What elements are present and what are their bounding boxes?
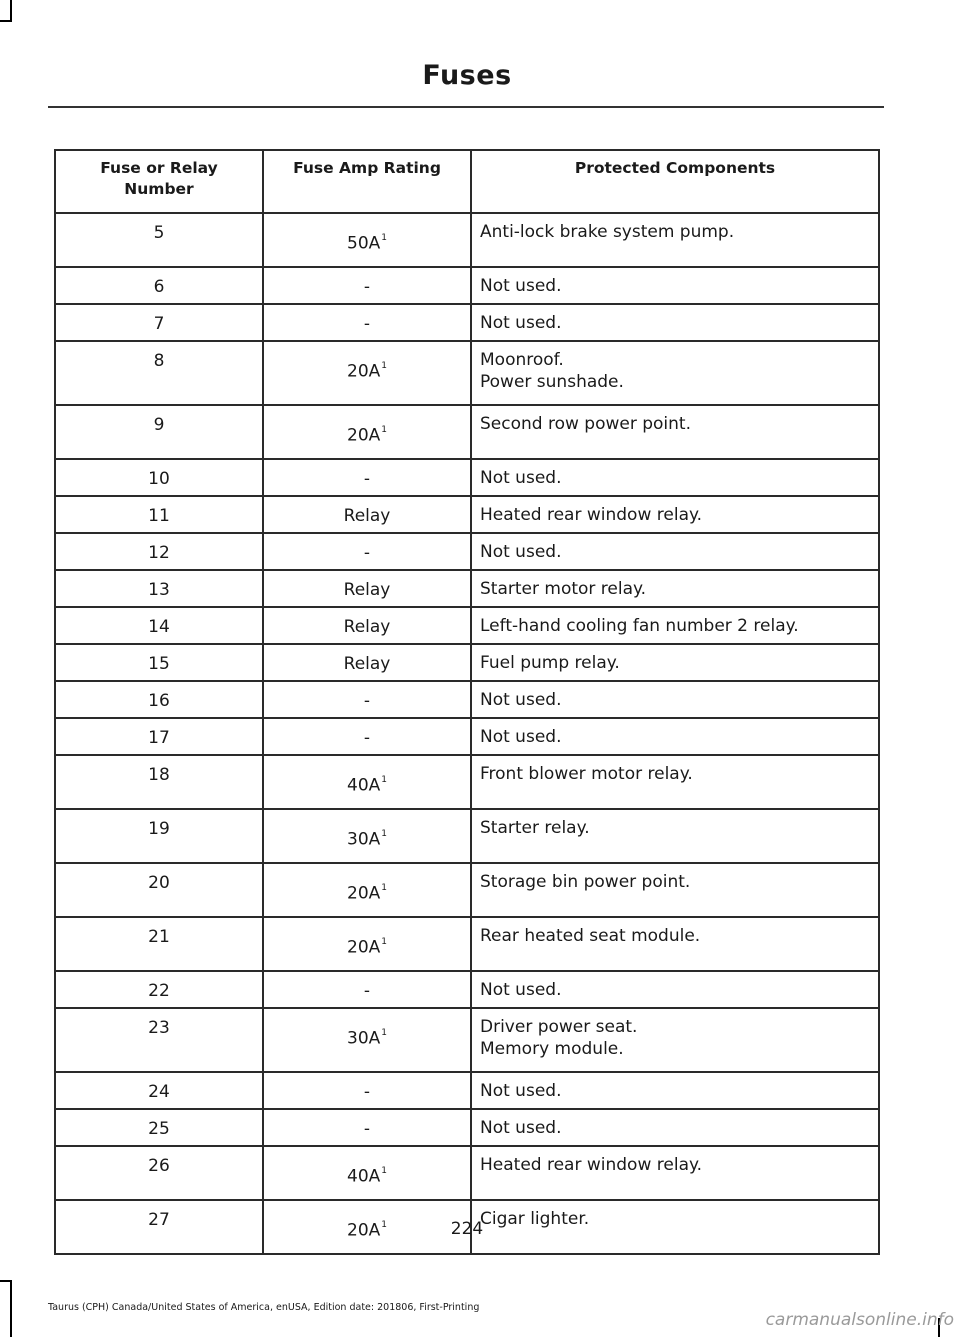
amp-rating-value: 20A [347, 883, 381, 904]
fuse-table [54, 149, 880, 1255]
amp-rating-cell [263, 755, 471, 809]
table-row [55, 1072, 879, 1109]
fuse-number-cell: 25 [55, 1109, 263, 1146]
table-header-row [55, 150, 879, 213]
amp-rating-cell [263, 1008, 471, 1072]
protected-components-cell [471, 213, 879, 267]
component-line: Left-hand cooling fan number 2 relay. [480, 616, 799, 636]
amp-rating-cell [263, 809, 471, 863]
fuse-number-cell: 20 [55, 863, 263, 917]
component-line: Moonroof. [480, 350, 564, 370]
component-line: Not used. [480, 1118, 562, 1138]
footnote-marker: 1 [381, 233, 387, 243]
table-row [55, 644, 879, 681]
amp-rating-value: Relay [343, 617, 391, 637]
table-row [55, 1109, 879, 1146]
amp-rating-value: - [363, 469, 371, 489]
fuse-number-cell: 8 [55, 341, 263, 405]
footnote-marker: 1 [381, 883, 387, 893]
amp-rating-cell [263, 533, 471, 570]
component-line: Fuel pump relay. [480, 653, 620, 673]
table-row [55, 755, 879, 809]
protected-components-cell [471, 863, 879, 917]
component-line: Not used. [480, 276, 562, 296]
table-row [55, 718, 879, 755]
amp-rating-cell [263, 267, 471, 304]
table-row [55, 971, 879, 1008]
footnote-marker: 1 [381, 1220, 387, 1230]
footnote-marker: 1 [381, 775, 387, 785]
fuse-number-cell: 12 [55, 533, 263, 570]
table-row [55, 681, 879, 718]
amp-rating-value: 30A [347, 829, 381, 850]
component-line: Storage bin power point. [480, 872, 691, 892]
protected-components-cell [471, 681, 879, 718]
amp-rating-value: - [363, 1119, 371, 1139]
column-header-components: Protected Components [471, 150, 879, 213]
protected-components-cell [471, 341, 879, 405]
fuse-number-cell: 26 [55, 1146, 263, 1200]
component-line: Driver power seat. [480, 1017, 638, 1037]
protected-components-cell [471, 405, 879, 459]
amp-rating-value: Relay [343, 580, 391, 600]
protected-components-cell [471, 570, 879, 607]
protected-components-cell [471, 644, 879, 681]
fuse-number-cell: 22 [55, 971, 263, 1008]
amp-rating-cell [263, 496, 471, 533]
table-row [55, 405, 879, 459]
fuse-number-cell: 13 [55, 570, 263, 607]
table-row [55, 533, 879, 570]
amp-rating-value: Relay [343, 654, 391, 674]
amp-rating-cell [263, 681, 471, 718]
amp-rating-cell [263, 304, 471, 341]
amp-rating-value: 50A [347, 233, 381, 254]
fuse-number-cell: 6 [55, 267, 263, 304]
amp-rating-value: 40A [347, 1166, 381, 1187]
amp-rating-value: Relay [343, 506, 391, 526]
table-row [55, 863, 879, 917]
fuse-number-cell: 24 [55, 1072, 263, 1109]
page-number: 224 [450, 1219, 484, 1239]
protected-components-cell [471, 718, 879, 755]
protected-components-cell [471, 917, 879, 971]
fuse-number-cell: 5 [55, 213, 263, 267]
crop-mark [10, 0, 12, 22]
header-rule [48, 106, 884, 108]
table-row [55, 1146, 879, 1200]
table-row [55, 459, 879, 496]
component-line: Not used. [480, 980, 562, 1000]
table-row [55, 809, 879, 863]
protected-components-cell [471, 267, 879, 304]
protected-components-cell [471, 607, 879, 644]
amp-rating-cell [263, 459, 471, 496]
amp-rating-cell [263, 405, 471, 459]
watermark: carmanualsonline.info [765, 1310, 954, 1330]
fuse-number-cell: 10 [55, 459, 263, 496]
crop-mark [0, 1280, 12, 1282]
component-line: Not used. [480, 727, 562, 747]
amp-rating-cell [263, 917, 471, 971]
amp-rating-value: - [363, 691, 371, 711]
amp-rating-value: 40A [347, 775, 381, 796]
amp-rating-cell [263, 863, 471, 917]
component-line: Starter relay. [480, 818, 590, 838]
component-line: Not used. [480, 690, 562, 710]
protected-components-cell [471, 1072, 879, 1109]
component-line: Heated rear window relay. [480, 1155, 703, 1175]
table-row [55, 496, 879, 533]
footnote-marker: 1 [381, 829, 387, 839]
footnote-marker: 1 [381, 937, 387, 947]
amp-rating-value: 20A [347, 1220, 381, 1241]
fuse-number-cell: 7 [55, 304, 263, 341]
page-title: Fuses [422, 60, 512, 91]
footnote-marker: 1 [381, 361, 387, 371]
protected-components-cell [471, 1109, 879, 1146]
amp-rating-value: - [363, 728, 371, 748]
fuse-number-cell: 23 [55, 1008, 263, 1072]
table-row [55, 341, 879, 405]
protected-components-cell [471, 304, 879, 341]
amp-rating-value: 20A [347, 425, 381, 446]
table-row [55, 570, 879, 607]
component-line: Heated rear window relay. [480, 505, 703, 525]
amp-rating-cell [263, 644, 471, 681]
table-row [55, 607, 879, 644]
fuse-number-cell: 19 [55, 809, 263, 863]
amp-rating-value: - [363, 543, 371, 563]
column-header-number: Fuse or Relay Number [55, 150, 263, 213]
component-line: Cigar lighter. [480, 1209, 590, 1229]
edition-footer: Taurus (CPH) Canada/United States of America, enUSA, Edition date: 201806, First-Printing [48, 1302, 480, 1313]
component-line: Memory module. [480, 1039, 624, 1059]
protected-components-cell [471, 459, 879, 496]
table-row [55, 917, 879, 971]
amp-rating-value: - [363, 981, 371, 1001]
fuse-number-cell: 9 [55, 405, 263, 459]
table-row [55, 213, 879, 267]
fuse-number-cell: 17 [55, 718, 263, 755]
amp-rating-value: - [363, 1082, 371, 1102]
protected-components-cell [471, 755, 879, 809]
amp-rating-value: 30A [347, 1028, 381, 1049]
amp-rating-cell [263, 718, 471, 755]
fuse-number-cell: 21 [55, 917, 263, 971]
fuse-number-cell: 11 [55, 496, 263, 533]
table-body [55, 213, 879, 1254]
amp-rating-value: - [363, 314, 371, 334]
component-line: Starter motor relay. [480, 579, 647, 599]
protected-components-cell [471, 971, 879, 1008]
protected-components-cell [471, 809, 879, 863]
amp-rating-value: 20A [347, 937, 381, 958]
amp-rating-cell [263, 1072, 471, 1109]
amp-rating-cell [263, 570, 471, 607]
fuse-number-cell: 14 [55, 607, 263, 644]
amp-rating-cell [263, 971, 471, 1008]
footnote-marker: 1 [381, 1028, 387, 1038]
component-line: Rear heated seat module. [480, 926, 701, 946]
amp-rating-cell [263, 341, 471, 405]
amp-rating-value: 20A [347, 361, 381, 382]
protected-components-cell [471, 1146, 879, 1200]
table-row [55, 1008, 879, 1072]
component-line: Power sunshade. [480, 372, 624, 392]
amp-rating-cell [263, 1146, 471, 1200]
fuse-number-cell: 18 [55, 755, 263, 809]
table-row [55, 267, 879, 304]
amp-rating-cell [263, 1109, 471, 1146]
component-line: Not used. [480, 542, 562, 562]
table-row [55, 304, 879, 341]
fuse-number-cell: 27 [55, 1200, 263, 1254]
component-line: Anti-lock brake system pump. [480, 222, 735, 242]
amp-rating-cell [263, 607, 471, 644]
column-header-amp: Fuse Amp Rating [263, 150, 471, 213]
component-line: Second row power point. [480, 414, 691, 434]
protected-components-cell [471, 1008, 879, 1072]
amp-rating-cell [263, 213, 471, 267]
fuse-number-cell: 16 [55, 681, 263, 718]
footnote-marker: 1 [381, 1166, 387, 1176]
component-line: Not used. [480, 468, 562, 488]
crop-mark [10, 1280, 12, 1337]
component-line: Not used. [480, 1081, 562, 1101]
footnote-marker: 1 [381, 425, 387, 435]
protected-components-cell [471, 533, 879, 570]
component-line: Not used. [480, 313, 562, 333]
amp-rating-value: - [363, 277, 371, 297]
fuse-number-cell: 15 [55, 644, 263, 681]
component-line: Front blower motor relay. [480, 764, 693, 784]
crop-mark [0, 20, 12, 22]
protected-components-cell [471, 496, 879, 533]
